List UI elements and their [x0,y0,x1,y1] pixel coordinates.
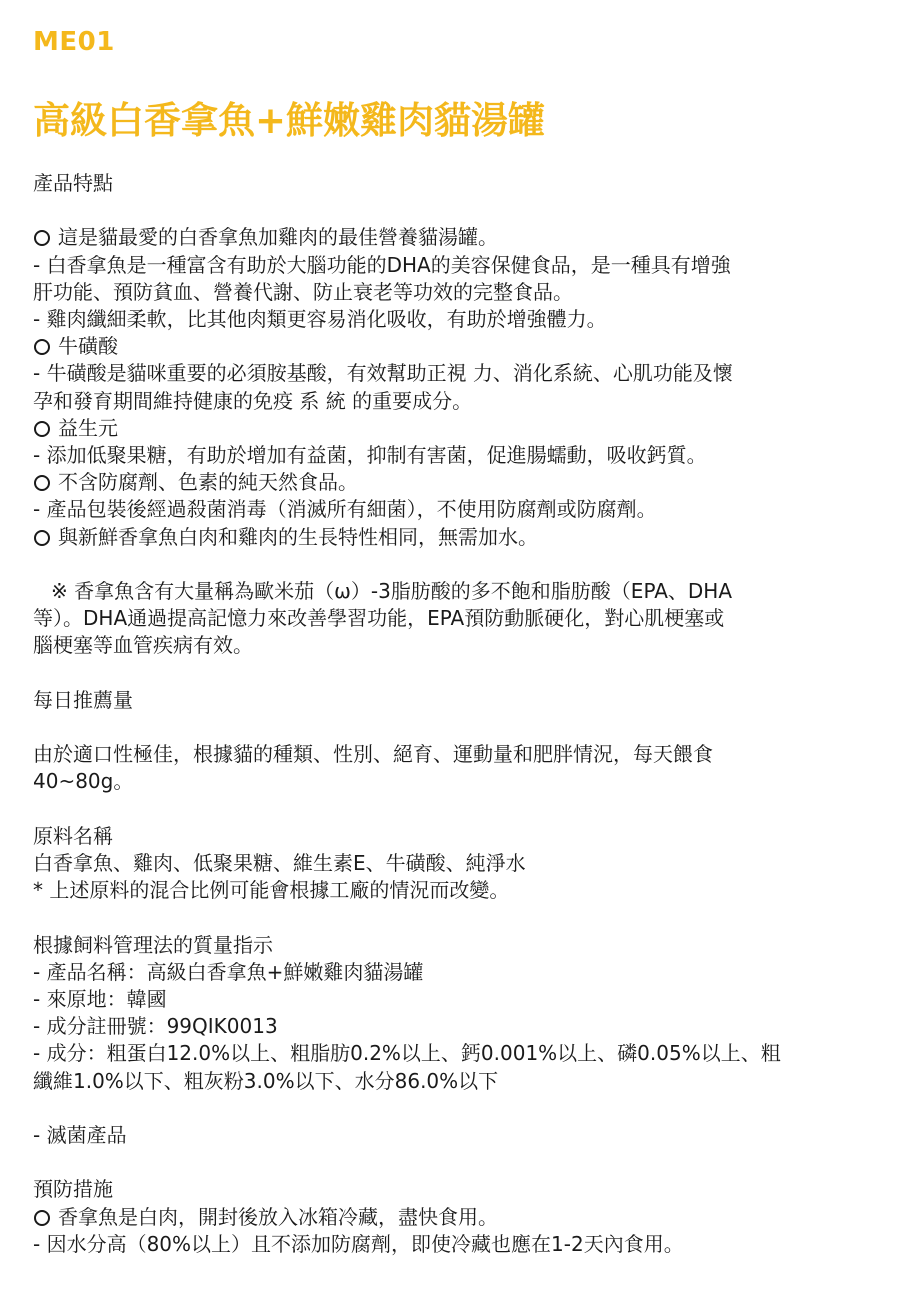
feature-detail: - 產品包裝後經過殺菌消毒（消滅所有細菌），不使用防腐劑或防腐劑。 [33,497,657,522]
daily-text: 由於適口性極佳，根據貓的種類、性別、絕育、運動量和肥胖情況，每天餵食 [33,742,713,767]
feature-detail: 孕和發育期間維持健康的免疫 系 統 的重要成分。 [33,388,473,413]
spacer [33,1149,878,1176]
omega3-note: ※ 香拿魚含有大量稱為歐米茄（ω）-3脂肪酸的多不飽和脂肪酸（EPA、DHA [51,579,733,604]
feature-item-text: 益生元 [58,415,118,440]
quality-heading: 根據飼料管理法的質量指示 [33,932,273,957]
product-description [33,170,878,1258]
feature-item-text: 不含防腐劑、色素的純天然食品。 [58,470,358,495]
feature-detail: - 白香拿魚是一種富含有助於大腦功能的DHA的美容保健食品，是一種具有增強 [33,252,731,277]
feature-item-text: 這是貓最愛的白香拿魚加雞肉的最佳營養貓湯罐。 [58,225,498,250]
feature-item [33,524,878,551]
spacer [33,714,878,741]
feature-item [33,469,878,496]
circle-bullet-icon [34,421,50,437]
feature-item-text: 與新鮮香拿魚白肉和雞肉的生長特性相同，無需加水。 [58,524,538,549]
feature-item [33,224,878,251]
spacer [33,1095,878,1122]
circle-bullet-icon [34,230,50,246]
feature-item-text: 牛磺酸 [58,334,118,359]
daily-text: 40~80g。 [33,769,134,794]
spacer [33,904,878,931]
ingredients-note: * 上述原料的混合比例可能會根據工廠的情況而改變。 [33,878,510,903]
feature-detail: - 雞肉纖細柔軟，比其他肉類更容易消化吸收，有助於增強體力。 [33,307,607,331]
spacer [33,660,878,687]
precaution-detail: - 因水分高（80%以上）且不添加防腐劑，即使冷藏也應在1-2天內食用。 [33,1231,684,1256]
precaution-item [33,1204,878,1231]
circle-bullet-icon [34,339,50,355]
omega3-note: 等）。DHA通過提高記憶力來改善學習功能，EPA預防動脈硬化，對心肌梗塞或 [33,606,725,631]
circle-bullet-icon [34,475,50,491]
precautions-heading: 預防措施 [33,1177,113,1202]
feature-detail: - 添加低聚果糖，有助於增加有益菌，抑制有害菌，促進腸蠕動，吸收鈣質。 [33,443,707,468]
quality-product-name: - 產品名稱：高級白香拿魚+鮮嫩雞肉貓湯罐 [33,959,424,984]
spacer [33,796,878,823]
ingredients-heading: 原料名稱 [33,823,113,848]
product-code: ME01 [33,27,115,57]
quality-registration: - 成分註冊號：99QIK0013 [33,1014,278,1039]
quality-composition: 纖維1.0%以下、粗灰粉3.0%以下、水分86.0%以下 [33,1068,499,1093]
feature-item [33,333,878,360]
quality-composition: - 成分：粗蛋白12.0%以上、粗脂肪0.2%以上、鈣0.001%以上、磷0.05%以上、粗 [33,1041,781,1066]
omega3-note: 腦梗塞等血管疾病有效。 [33,633,253,658]
quality-origin: - 來原地：韓國 [33,987,167,1011]
circle-bullet-icon [34,1210,50,1226]
circle-bullet-icon [34,530,50,546]
spacer [33,551,878,578]
precaution-item-text: 香拿魚是白肉，開封後放入冰箱冷藏，盡快食用。 [58,1204,498,1229]
spacer [33,197,878,224]
product-title: 高級白香拿魚+鮮嫩雞肉貓湯罐 [33,99,546,142]
ingredients-list: 白香拿魚、雞肉、低聚果糖、維生素E、牛磺酸、純淨水 [33,851,526,875]
quality-sterile: - 滅菌產品 [33,1123,127,1147]
feature-detail: - 牛磺酸是貓咪重要的必須胺基酸，有效幫助正視 力、消化系統、心肌功能及懷 [33,361,733,386]
features-heading: 產品特點 [33,171,113,195]
feature-detail: 肝功能、預防貧血、營養代謝、防止衰老等功效的完整食品。 [33,279,573,304]
daily-heading: 每日推薦量 [33,687,133,712]
feature-item [33,415,878,442]
